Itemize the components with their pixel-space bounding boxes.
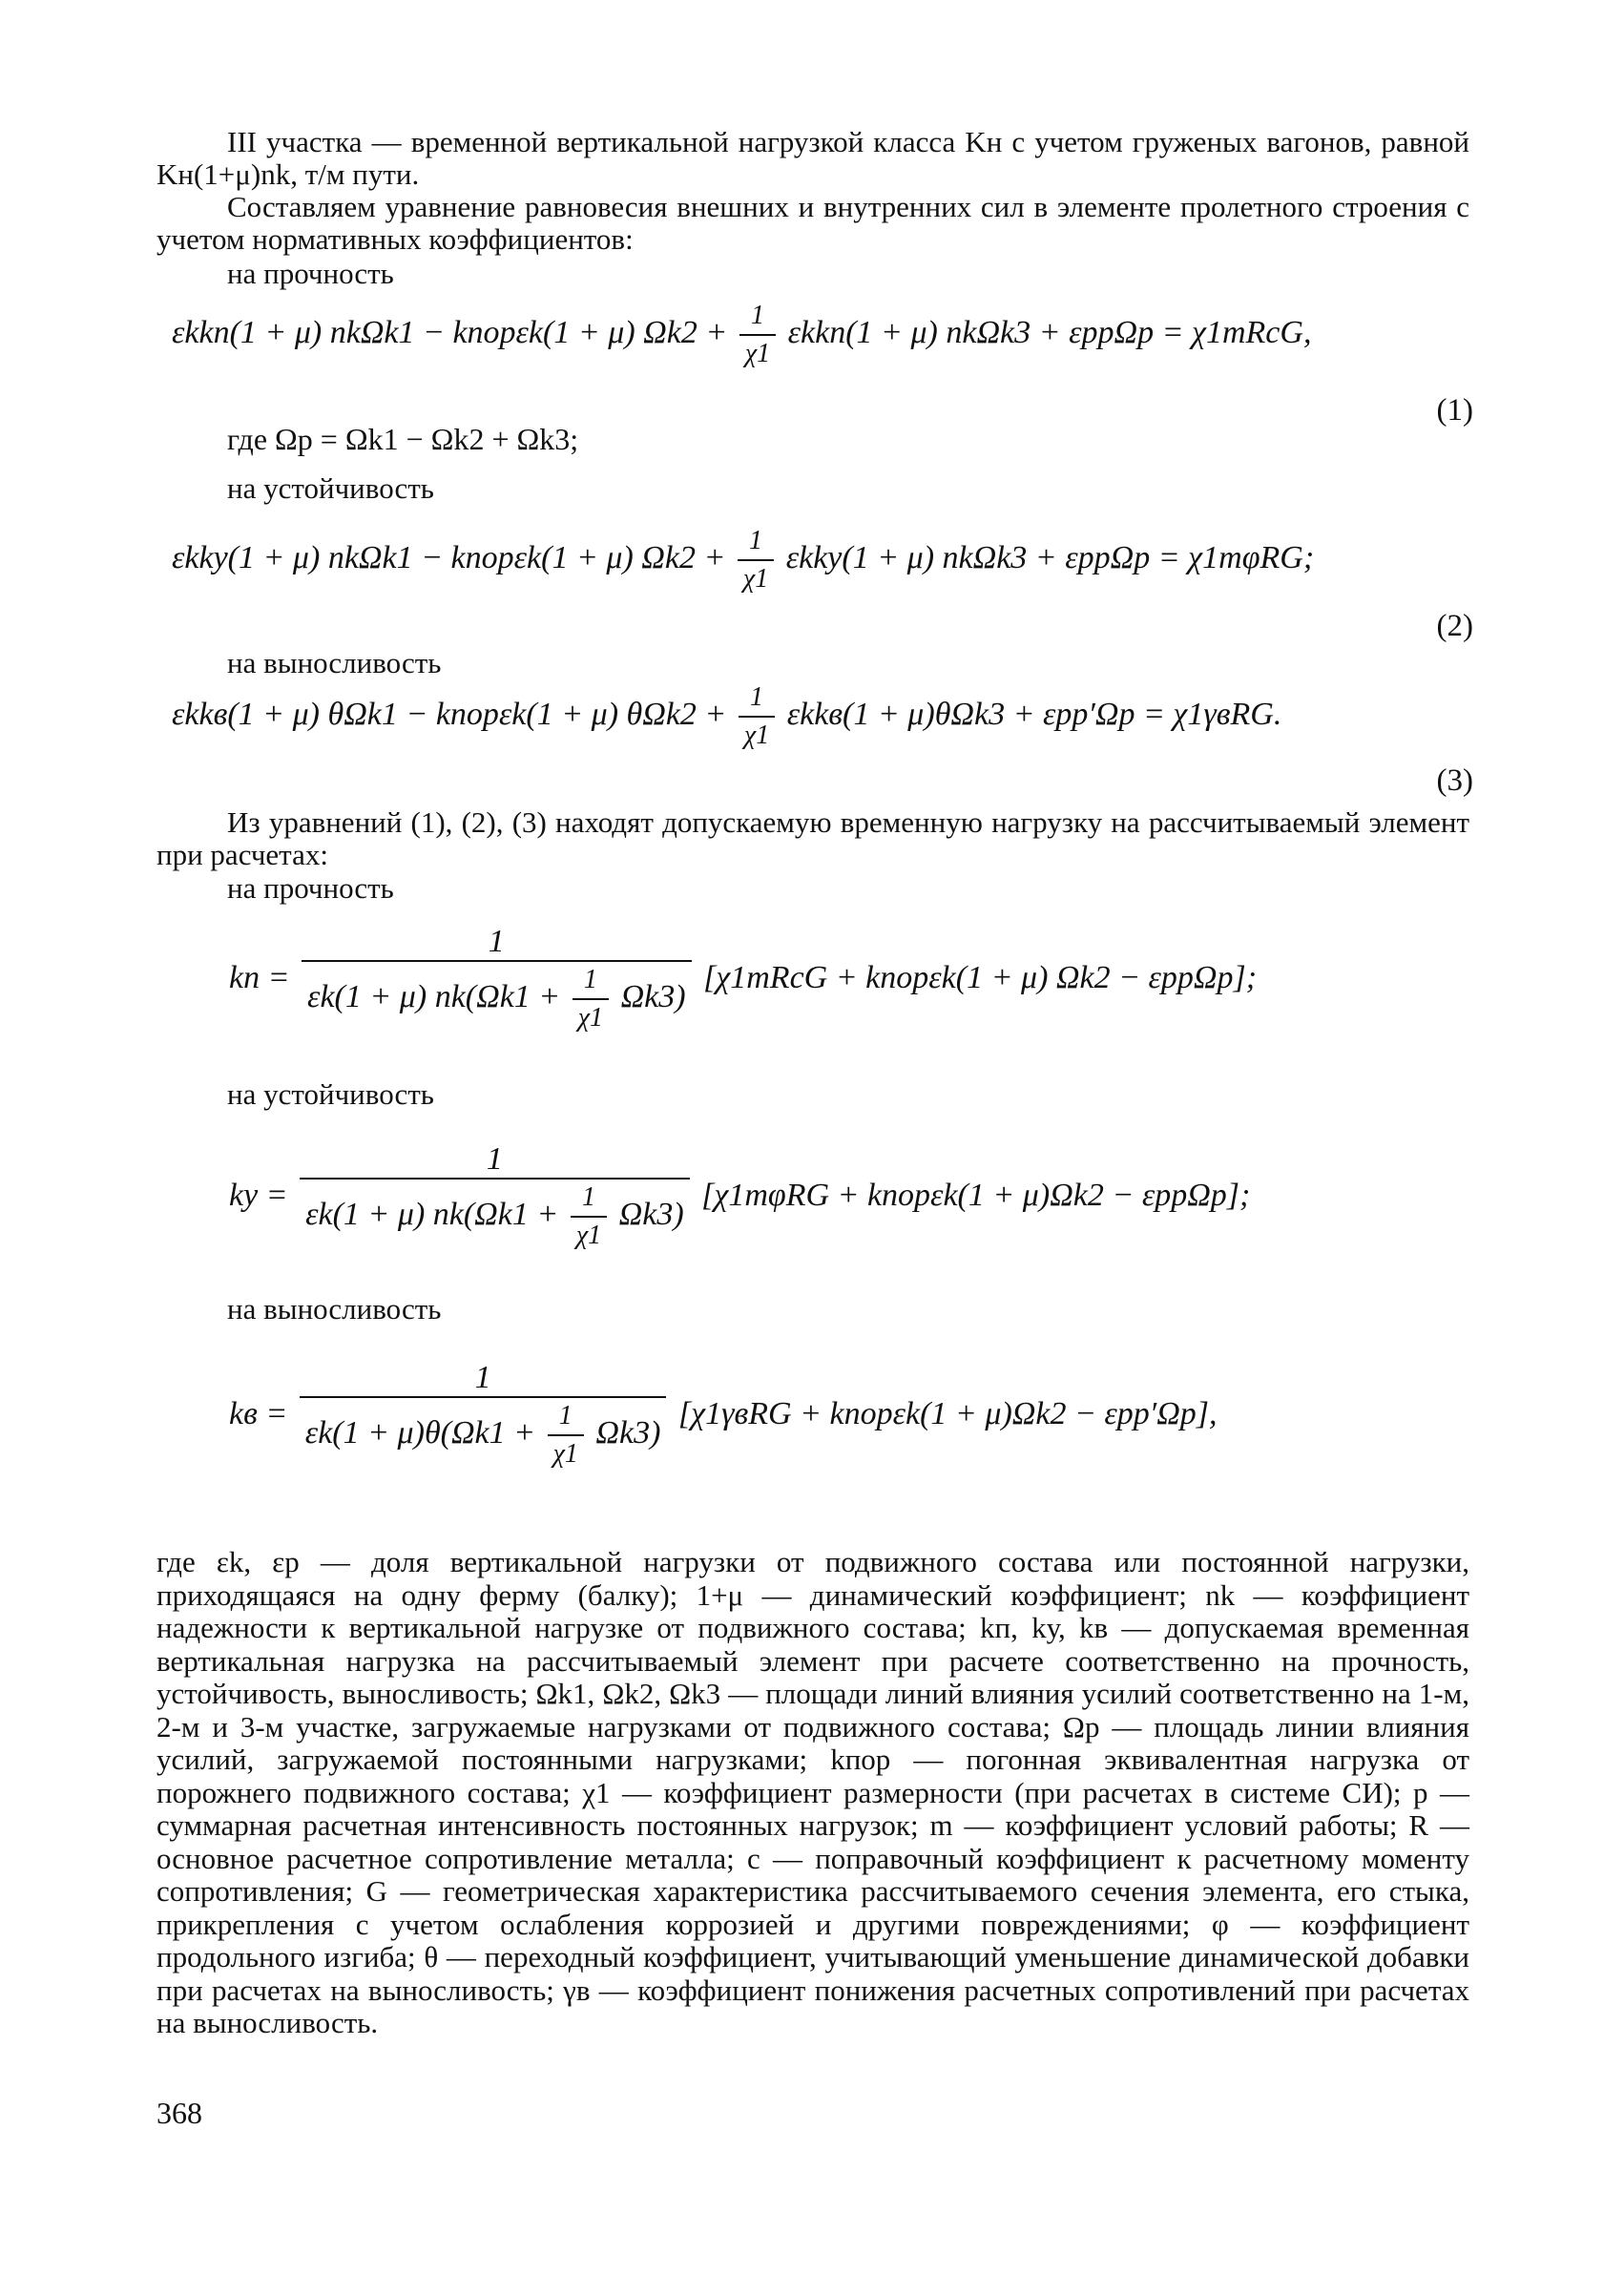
solution-kу: [229, 1141, 1250, 1254]
definitions-paragraph: где εk, εp — доля вертикальной нагрузки от подвижного состава или постоянной нагрузки, приходящаяся на одну ферму (балку); 1+μ — динамический коэффициент; nk — коэффициент надежности к вертикальной нагрузке от подвижного состава; kп, kу, kв — допускаемая временная вертикальная нагрузка на рассчитываемый элемент при расчете соответственно на прочность, устойчивость, выносливость; Ωk1, Ωk2, Ωk3 — площади линий влияния усилий соответственно на 1-м, 2-м и 3-м участке, загружаемые нагрузками от подвижного состава; Ωp — площадь линии влияния усилий, загружаемой постоянными нагрузками; kпор — погонная эквивалентная нагрузка от порожнего подвижного состава; χ1 — коэффициент размерности (при расчетах в системе СИ); p — суммарная расчетная интенсивность постоянных нагрузок; m — коэффициент условий работы; R — основное расчетное сопротивление металла; c — поправочный коэффициент к расчетному моменту сопротивления; G — геометрическая характеристика рассчитываемого сечения элемента, его стыка, прикрепления с учетом ослабления коррозией и другими повреждениями; φ — коэффициент продольного изгиба; θ — переходный коэффициент, учитывающий уменьшение динамической добавки при расчетах на выносливость; γв — коэффициент понижения расчетных сопротивлений при расчетах на выносливость.: [156, 1545, 1469, 2039]
equation-3: [172, 679, 1281, 754]
solution-kу-den-left: εk(1 + μ) nk(Ωk1 +: [305, 1196, 559, 1232]
solution-kу-inner-num: 1: [571, 1180, 607, 1218]
solution-kв-inner-num: 1: [548, 1398, 584, 1436]
equation-1: [172, 298, 1311, 372]
solution-kу-bracket: [χ1mφRG + kпорεk(1 + μ)Ωk2 − εppΩp];: [701, 1177, 1251, 1213]
equation-3-number: (3): [1436, 763, 1473, 798]
solution-kп-bracket: [χ1mRcG + kпорεk(1 + μ) Ωk2 − εppΩp];: [703, 959, 1258, 995]
intro-paragraph: III участка — временной вертикальной нагрузкой класса Kн с учетом груженых вагонов, равной Kн(1+μ)nk, т/м пути.: [156, 125, 1469, 191]
label-stability-2: на устойчивость: [227, 1077, 434, 1111]
equation-1-frac-num: 1: [739, 298, 776, 336]
equation-1-number: (1): [1436, 393, 1473, 428]
equation-2-number: (2): [1436, 609, 1473, 643]
equation-1-where: где Ωp = Ωk1 − Ωk2 + Ωk3;: [227, 422, 579, 456]
solution-kп-lhs: kп =: [229, 959, 290, 995]
solution-kв: [229, 1360, 1218, 1472]
equation-2-right: εkkу(1 + μ) nkΩk3 + εppΩp = χ1mφRG;: [785, 539, 1315, 575]
solution-kп-den-left: εk(1 + μ) nk(Ωk1 +: [307, 978, 561, 1014]
equation-3-right: εkkв(1 + μ)θΩk3 + εpp′Ωp = χ1γвRG.: [786, 696, 1282, 732]
solution-kу-num: 1: [300, 1141, 690, 1180]
solution-kв-bracket: [χ1γвRG + kпорεk(1 + μ)Ωk2 − εpp′Ωp],: [677, 1395, 1218, 1431]
solution-kу-fraction: [300, 1141, 690, 1254]
solution-kу-inner-den: χ1: [575, 1221, 602, 1250]
solution-kв-den-right: Ωk3): [595, 1414, 661, 1451]
solution-kп-fraction: [302, 924, 692, 1036]
equation-2-left: εkkу(1 + μ) nkΩk1 − kпорεk(1 + μ) Ωk2 +: [172, 539, 726, 575]
label-endurance-2: на выносливость: [227, 1292, 442, 1326]
solution-kу-inner-frac: [571, 1180, 607, 1254]
solution-kп-inner-frac: [573, 962, 609, 1036]
label-strength: на прочность: [227, 257, 394, 290]
equation-2: [172, 523, 1314, 597]
page-number: 368: [156, 2096, 202, 2130]
solution-kв-den: [300, 1398, 667, 1472]
solution-kв-fraction: [300, 1360, 667, 1472]
solution-kв-inner-den: χ1: [552, 1439, 578, 1469]
equation-3-left: εkkв(1 + μ) θΩk1 − kпорεk(1 + μ) θΩk2 +: [172, 696, 727, 732]
solution-kп-inner-den: χ1: [577, 1003, 604, 1033]
equation-2-fraction: [738, 523, 774, 597]
label-stability: на устойчивость: [227, 471, 434, 505]
equation-3-frac-num: 1: [739, 679, 775, 718]
middle-paragraph: Из уравнений (1), (2), (3) находят допускаемую временную нагрузку на рассчитываемый элемент при расчетах:: [156, 805, 1469, 871]
intro-paragraph-2: Составляем уравнение равновесия внешних и внутренних сил в элементе пролетного строения с учетом нормативных коэффициентов:: [156, 190, 1469, 256]
solution-kп-den-right: Ωk3): [620, 978, 686, 1014]
solution-kу-den: [300, 1180, 690, 1254]
solution-kв-lhs: kв =: [229, 1395, 288, 1431]
equation-1-right: εkkп(1 + μ) nkΩk3 + εppΩp = χ1mRcG,: [787, 314, 1312, 350]
solution-kп: [229, 924, 1257, 1036]
equation-1-frac-den: χ1: [744, 339, 771, 368]
solution-kп-num: 1: [302, 924, 692, 962]
equation-1-fraction: [739, 298, 776, 372]
label-strength-2: на прочность: [227, 871, 394, 905]
equation-1-left: εkkп(1 + μ) nkΩk1 − kпорεk(1 + μ) Ωk2 +: [172, 314, 728, 350]
solution-kв-num: 1: [300, 1360, 667, 1398]
solution-kп-den: [302, 962, 692, 1036]
equation-3-frac-den: χ1: [743, 720, 770, 750]
solution-kп-inner-num: 1: [573, 962, 609, 1000]
equation-2-frac-den: χ1: [742, 564, 769, 594]
equation-2-frac-num: 1: [738, 523, 774, 561]
solution-kв-inner-frac: [548, 1398, 584, 1472]
solution-kу-den-right: Ωk3): [618, 1196, 684, 1232]
solution-kв-den-left: εk(1 + μ)θ(Ωk1 +: [304, 1414, 536, 1451]
label-endurance: на выносливость: [227, 646, 442, 679]
solution-kу-lhs: kу =: [229, 1177, 288, 1213]
equation-3-fraction: [739, 679, 775, 754]
